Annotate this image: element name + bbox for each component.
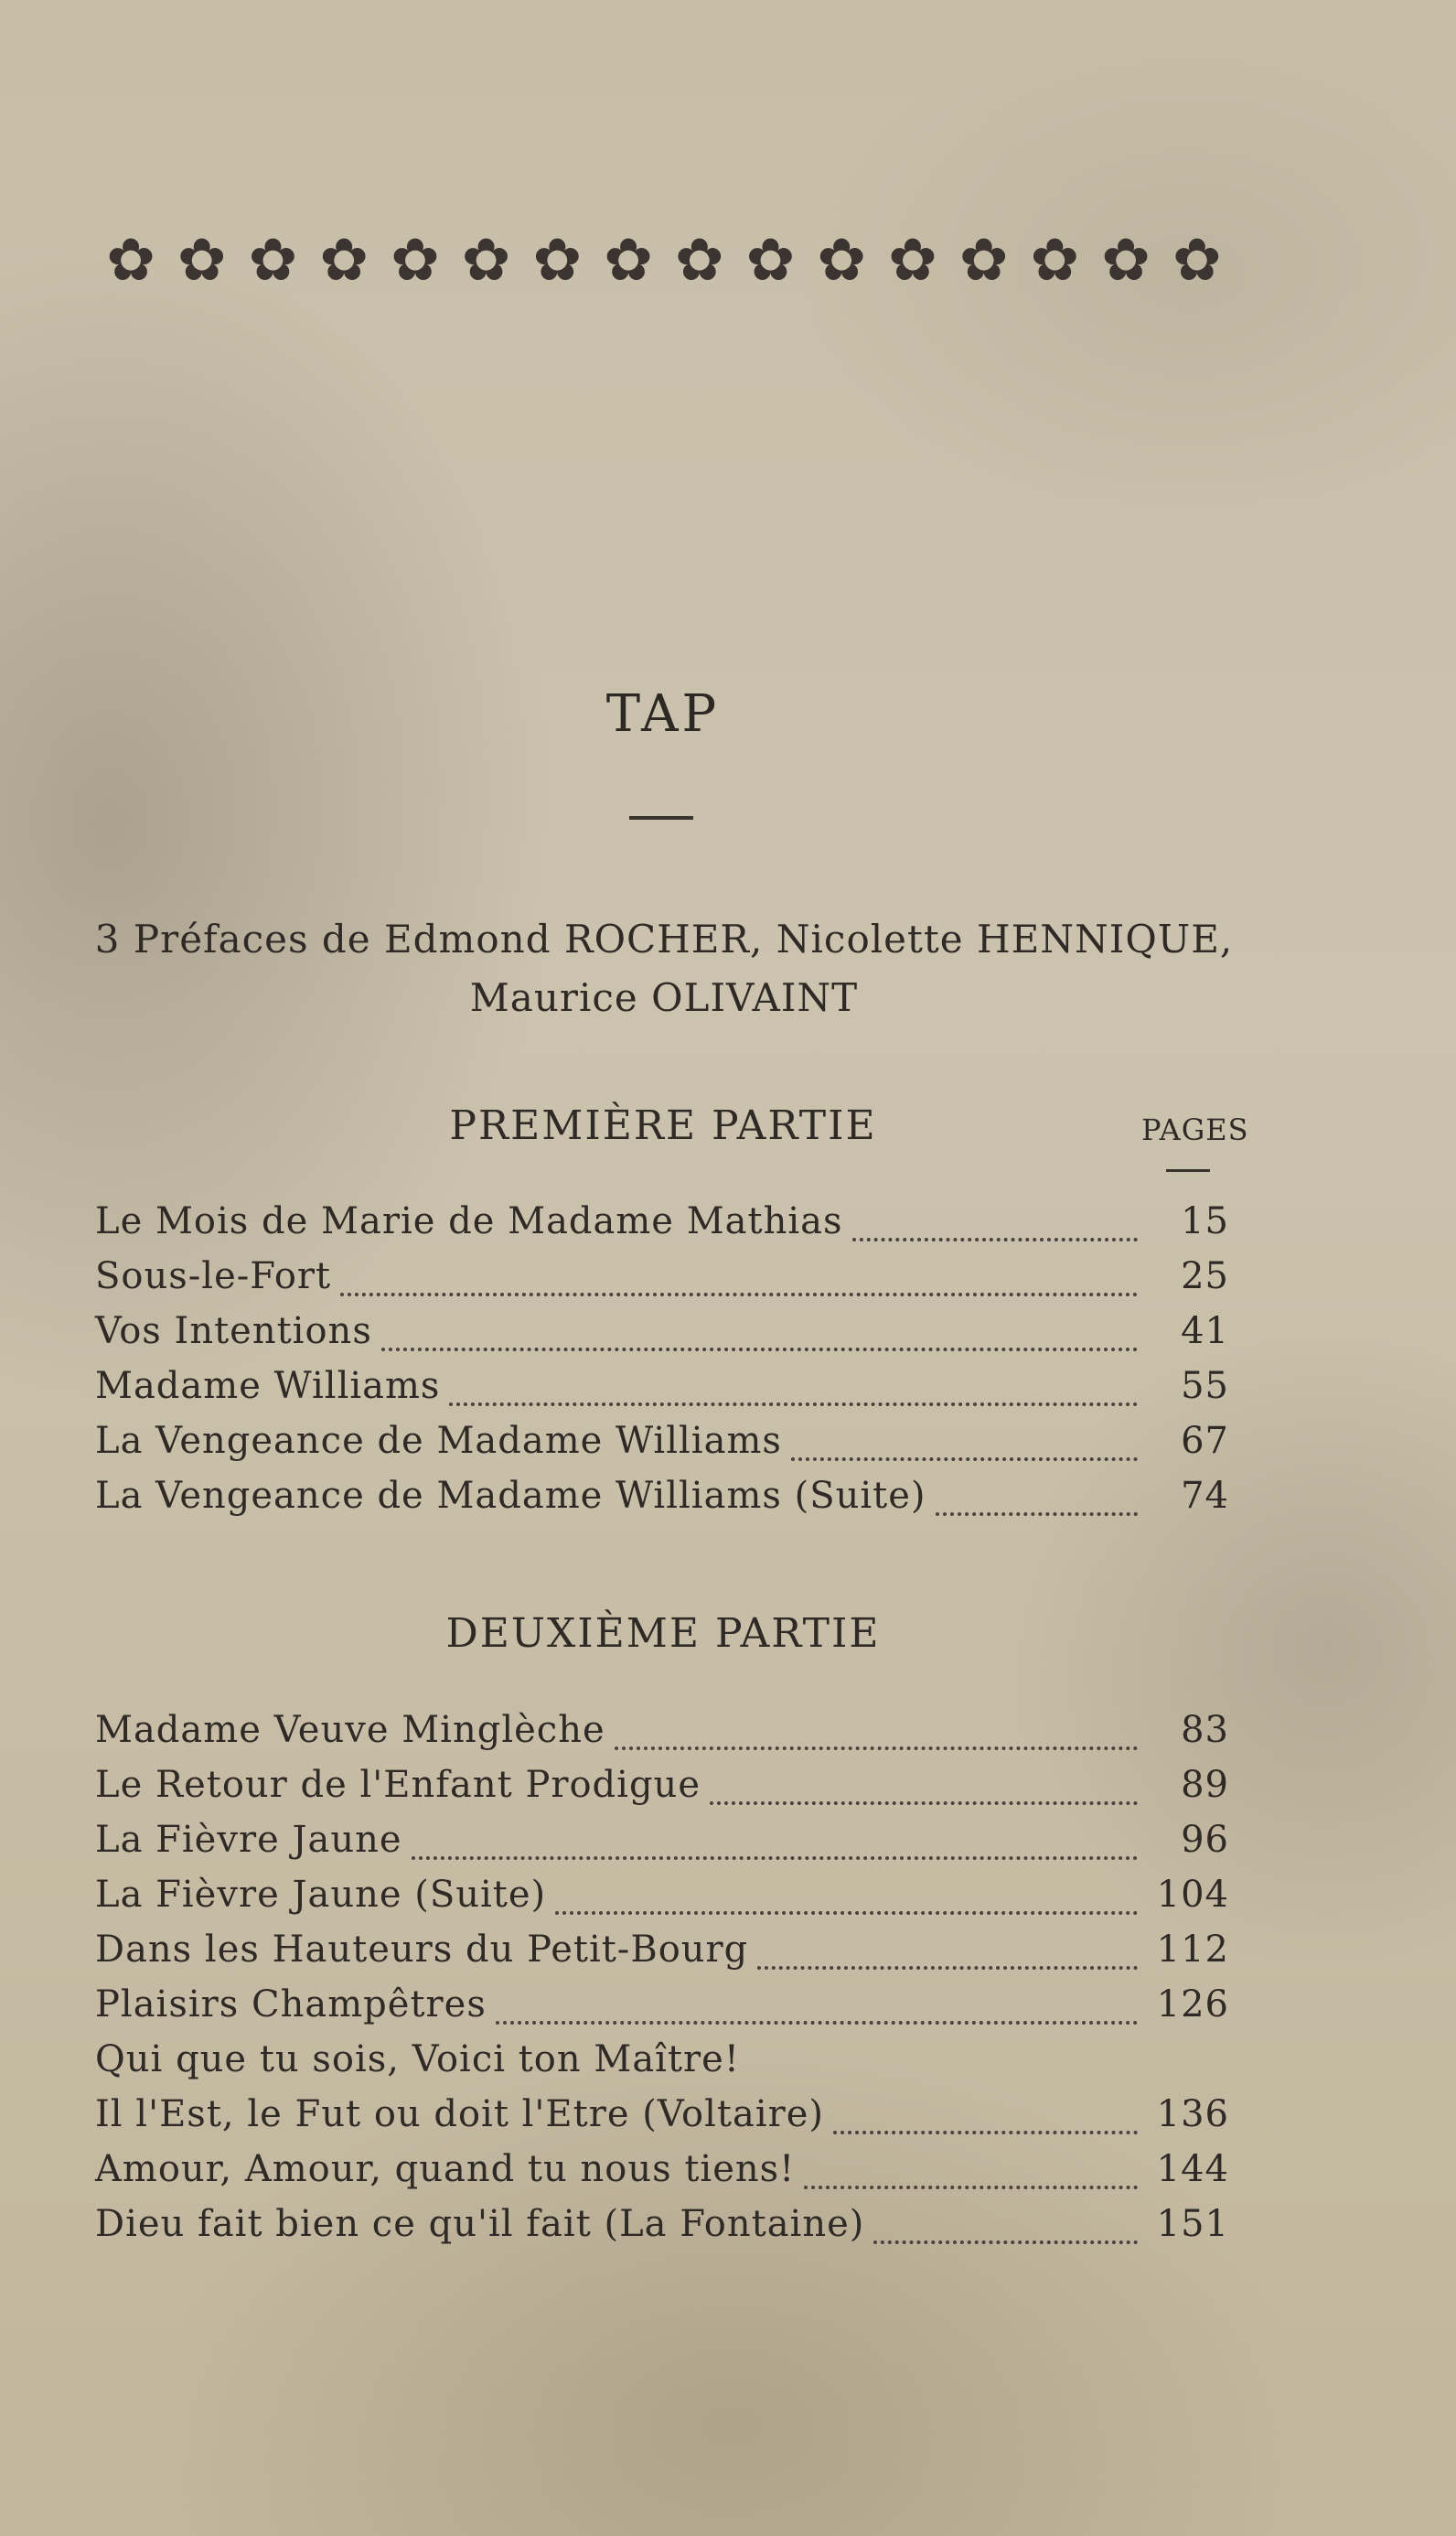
entry-title: La Vengeance de Madame Williams (Suite) (95, 1475, 926, 1517)
toc-entry (95, 1819, 1229, 1874)
part-two-heading: DEUXIÈME PARTIE (445, 1610, 881, 1657)
flower-ornament-icon: ✿ (1101, 227, 1151, 295)
toc-entry (95, 2203, 1229, 2258)
entry-title: Qui que tu sois, Voici ton Maître! (95, 2038, 740, 2080)
dot-leader (757, 1959, 1138, 1970)
entry-title: Amour, Amour, quand tu nous tiens! (95, 2148, 796, 2190)
flower-ornament-icon: ✿ (177, 227, 227, 295)
dot-leader (412, 1849, 1138, 1860)
dot-leader (555, 1904, 1138, 1915)
entry-page: 126 (1156, 1983, 1229, 2026)
toc-entry (95, 1475, 1229, 1530)
flower-ornament-icon: ✿ (817, 227, 866, 295)
entry-title: Il l'Est, le Fut ou doit l'Etre (Voltaire) (95, 2093, 825, 2135)
entry-page: 89 (1181, 1764, 1229, 1806)
entry-page: 74 (1181, 1475, 1229, 1517)
dot-leader (381, 1340, 1138, 1351)
entry-title: La Vengeance de Madame Williams (95, 1420, 782, 1462)
dot-leader (833, 2123, 1138, 2134)
entry-page: 104 (1156, 1874, 1229, 1916)
dot-leader (804, 2178, 1138, 2189)
flower-ornament-icon: ✿ (319, 227, 369, 295)
dot-leader (496, 2014, 1138, 2025)
entry-title: Madame Veuve Minglèche (95, 1709, 605, 1751)
dot-leader (852, 1230, 1139, 1241)
flower-ornament-icon: ✿ (604, 227, 653, 295)
entry-page: 151 (1156, 2203, 1229, 2245)
entry-title: Dans les Hauteurs du Petit-Bourg (95, 1929, 749, 1971)
part-two-contents (95, 1709, 1229, 2258)
flower-ornament-icon: ✿ (674, 227, 724, 295)
page-title: TAP (605, 684, 721, 744)
toc-entry (95, 2038, 1229, 2093)
dot-leader (873, 2233, 1138, 2244)
flower-ornament-icon: ✿ (745, 227, 796, 295)
preface-line-2: Maurice OLIVAINT (469, 975, 859, 1020)
entry-title: La Fièvre Jaune (Suite) (95, 1874, 547, 1916)
entry-title: La Fièvre Jaune (95, 1819, 402, 1861)
flower-ornament-icon: ✿ (888, 227, 937, 295)
dot-leader (449, 1395, 1138, 1406)
dot-leader (340, 1285, 1138, 1296)
flower-ornament-icon: ✿ (1030, 227, 1080, 295)
title-divider (629, 816, 693, 820)
entry-title: Le Mois de Marie de Madame Mathias (95, 1200, 843, 1242)
preface-line-1: 3 Préfaces de Edmond ROCHER, Nicolette HENNIQUE, (94, 917, 1234, 962)
ornament-border (99, 220, 1229, 302)
entry-page: 83 (1181, 1709, 1229, 1751)
toc-entry (95, 1255, 1229, 1310)
flower-ornament-icon: ✿ (958, 227, 1009, 295)
toc-entry (95, 2093, 1229, 2148)
entry-title: Le Retour de l'Enfant Prodigue (95, 1764, 701, 1806)
dot-leader (710, 1794, 1138, 1805)
entry-page: 41 (1181, 1310, 1229, 1352)
pages-label-divider (1166, 1169, 1210, 1172)
flower-ornament-icon: ✿ (248, 227, 298, 295)
entry-title: Dieu fait bien ce qu'il fait (La Fontaine) (95, 2203, 865, 2245)
entry-title: Sous-le-Fort (95, 1255, 332, 1297)
toc-entry (95, 1983, 1229, 2038)
toc-entry (95, 1420, 1229, 1475)
toc-entry (95, 1874, 1229, 1929)
entry-page: 25 (1181, 1255, 1229, 1297)
part-one-heading: PREMIÈRE PARTIE (449, 1102, 877, 1149)
pages-column-label: PAGES (1141, 1112, 1249, 1147)
entry-page: 67 (1181, 1420, 1229, 1462)
dot-leader (615, 1739, 1138, 1750)
toc-entry (95, 1200, 1229, 1255)
toc-entry (95, 1365, 1229, 1420)
entry-page: 55 (1181, 1365, 1229, 1407)
entry-title: Plaisirs Champêtres (95, 1983, 487, 2026)
dot-leader (791, 1450, 1138, 1461)
part-one-contents (95, 1200, 1229, 1530)
toc-entry (95, 1310, 1229, 1365)
flower-ornament-icon: ✿ (532, 227, 583, 295)
entry-page: 144 (1156, 2148, 1229, 2190)
entry-page: 15 (1181, 1200, 1229, 1242)
flower-ornament-icon: ✿ (391, 227, 440, 295)
preface-credits (88, 910, 1240, 1027)
toc-entry (95, 1929, 1229, 1983)
flower-ornament-icon: ✿ (461, 227, 511, 295)
entry-page: 96 (1181, 1819, 1229, 1861)
flower-ornament-icon: ✿ (106, 227, 155, 295)
dot-leader (936, 1505, 1138, 1516)
toc-entry (95, 2148, 1229, 2203)
entry-title: Vos Intentions (95, 1310, 372, 1352)
toc-entry (95, 1709, 1229, 1764)
entry-title: Madame Williams (95, 1365, 441, 1407)
entry-page: 112 (1156, 1929, 1229, 1971)
flower-ornament-icon: ✿ (1172, 227, 1222, 295)
toc-entry (95, 1764, 1229, 1819)
entry-page: 136 (1156, 2093, 1229, 2135)
